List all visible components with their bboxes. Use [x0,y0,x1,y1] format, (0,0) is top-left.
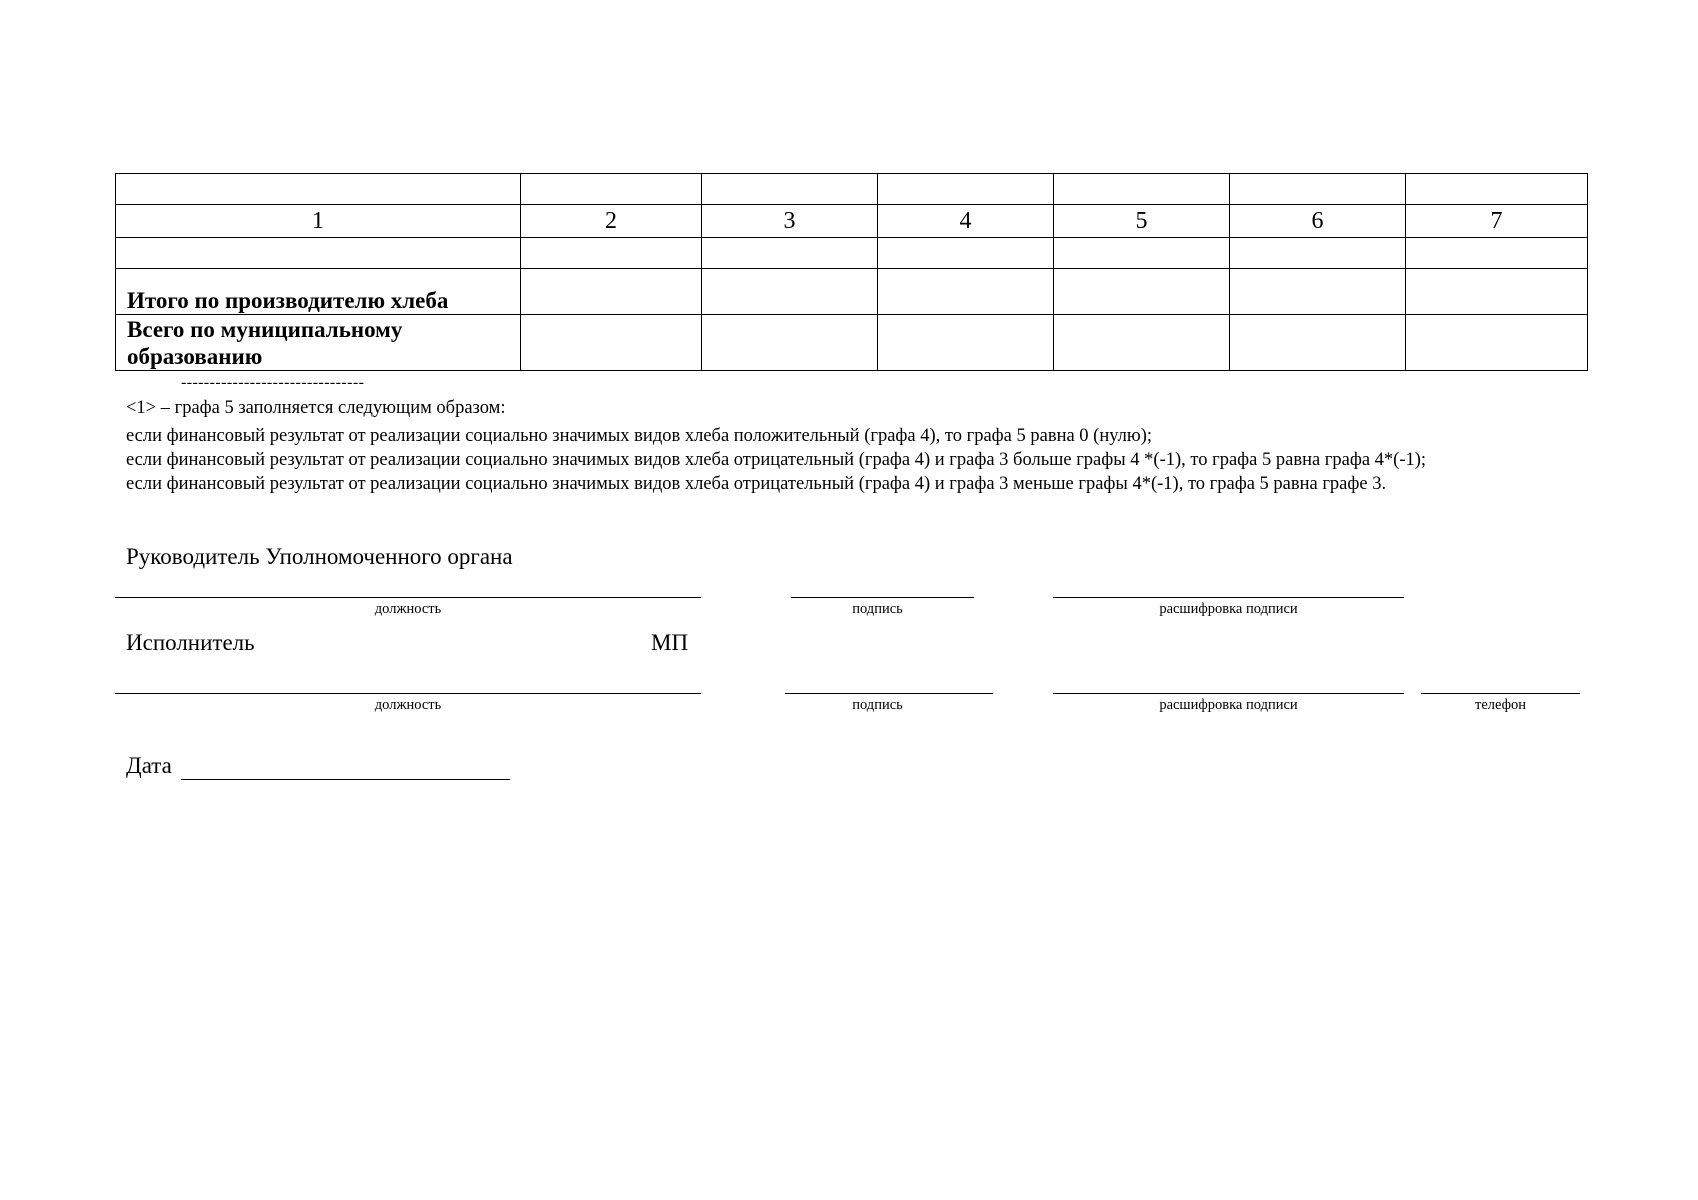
table-cell [1406,315,1588,371]
table-cell [1406,269,1588,315]
column-number: 5 [1054,205,1230,238]
table-cell [1054,315,1230,371]
executor-decoding-line [1053,693,1404,694]
column-number: 1 [116,205,521,238]
table-cell [1406,174,1588,205]
table-cell [702,315,878,371]
table-cell [1230,238,1406,269]
table-cell [1230,269,1406,315]
position-caption: должность [374,697,442,713]
position-caption: должность [374,601,442,617]
executor-signature-line [785,693,993,694]
table-cell [702,269,878,315]
table-cell [1054,269,1230,315]
column-number: 2 [521,205,702,238]
footnote-line: если финансовый результат от реализации социально значимых видов хлеба отрицательный (графа 4) и графа 3 меньше графы 4*(-1), то графа 5 равна графе 3. [126,474,1387,494]
date-label: Дата [126,753,172,778]
municipal-total-row [116,315,1588,371]
report-table [115,173,1588,371]
table-header-row [116,174,1588,205]
table-row [116,238,1588,269]
stamp-label: МП [651,630,689,655]
producer-total-label: Итого по производителю хлеба [116,269,521,315]
table-cell [1230,174,1406,205]
phone-caption: телефон [1474,697,1527,713]
table-cell [878,315,1054,371]
table-cell [1054,238,1230,269]
column-number: 4 [878,205,1054,238]
producer-total-row [116,269,1588,315]
position-line [115,597,701,598]
column-number-row [116,205,1588,238]
phone-line [1421,693,1580,694]
table-cell [521,315,702,371]
table-cell [702,174,878,205]
executor-position-line [115,693,701,694]
table-cell [1054,174,1230,205]
table-cell [116,174,521,205]
head-title: Руководитель Уполномоченного органа [126,544,513,569]
table-cell [702,238,878,269]
table-cell [116,238,521,269]
table-cell [878,238,1054,269]
footnote-line: если финансовый результат от реализации социально значимых видов хлеба положительный (графа 4), то графа 5 равна 0 (нулю); [126,426,1153,446]
signature-line [791,597,974,598]
footnote-separator: -------------------------------- [181,374,365,391]
table-cell [1406,238,1588,269]
decoding-caption: расшифровка подписи [1159,697,1298,713]
decoding-line [1053,597,1404,598]
signature-caption: подпись [852,697,903,713]
table-cell [521,174,702,205]
decoding-caption: расшифровка подписи [1159,601,1298,617]
table-cell [521,238,702,269]
table-cell [878,269,1054,315]
date-line [181,779,510,780]
column-number: 6 [1230,205,1406,238]
signature-caption: подпись [852,601,903,617]
footnote-header: <1> – графа 5 заполняется следующим образом: [126,398,506,418]
footnote-line: если финансовый результат от реализации социально значимых видов хлеба отрицательный (графа 4) и графа 3 больше графы 4 *(-1), то графа 5 равна графа 4*(-1); [126,450,1427,470]
column-number: 3 [702,205,878,238]
column-number: 7 [1406,205,1588,238]
table-cell [521,269,702,315]
table-cell [1230,315,1406,371]
executor-label: Исполнитель [126,630,255,655]
municipal-total-label: Всего по муниципальному образованию [116,315,521,371]
table-cell [878,174,1054,205]
